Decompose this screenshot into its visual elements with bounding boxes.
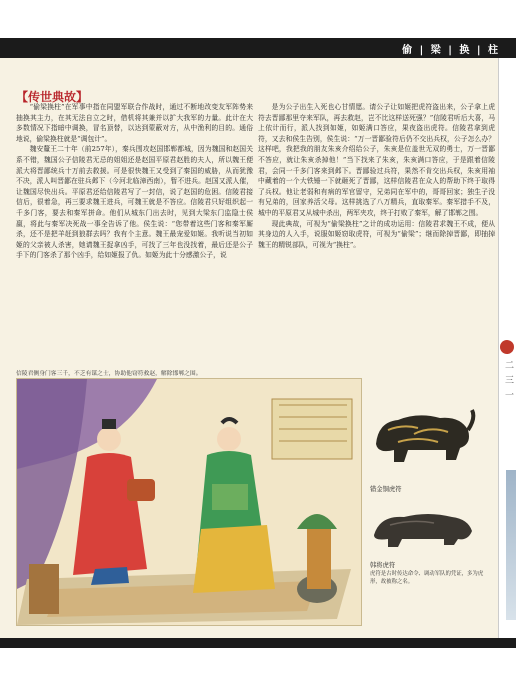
text-column-right xyxy=(258,102,495,250)
footer-bar xyxy=(0,638,516,648)
text-column-left xyxy=(16,102,253,261)
paragraph: 现此典故，可视为“偷梁换柱”之计的成功运用：信陵君求魏王不成，便从其身边的人入手，说服如姬窃取虎符，可视为“偷梁”；继而除掉晋鄙，即抽掉魏王的精锐部队，可视为“换柱”。 xyxy=(258,219,495,249)
paragraph: 是为公子出生入死也心甘情愿。请公子让如姬把虎符盗出来，公子拿上虎符去晋鄙那里夺来军队，再去救赵，岂不比这样送死强？”信陵君听后大喜，马上依计而行，派人找到如姬，如姬满口答应，果夜盗出虎符。信陵君拿到虎符，又去和侯生告别，侯生说：“万一晋鄙验符后仍不交出兵权，公子怎么办？这样吧，我把我的朋友朱亥介绍给公子，朱亥是位盖世无双的勇士，万一晋鄙不答应，就让朱亥杀掉他！”当下找来了朱亥，朱亥满口答应，于是跟着信陵君，会同一千多门客来到邺下。晋鄙验过兵符，果然不肯交出兵权，朱亥用袖中藏着的一个大铁锤一下就砸死了晋鄙，这样信陵君在众人的帮助下终于取得了兵权。他让老弱和有病的军官留守，兄弟同在军中的，哥哥回家；独生子没有兄弟的，回家养活父母。这样挑选了八万精兵，直取秦军。秦军措手不及，城中的平原君又从城中杀出，两军夹攻，终于打败了秦军，解了邯郸之围。 xyxy=(258,103,495,217)
figure-caption: 信陵君侧身门客三千，不乏有谋之士，协助他窃符救赵，解除邯郸之围。 xyxy=(16,371,202,377)
paragraph: 魏安釐王二十年（前257年），秦兵围攻赵国邯郸都城，因为魏国和赵国关系不错，魏国公子信陵君无忌的姐姐还是赵国平原君赵胜的夫人，所以魏王便派大将晋鄙统兵十万前去救援。可是很快魏王又受到了秦国的威胁，从而犹豫不决，派人叫晋鄙在驻兵邺下（今河北临漳西南），暂不进兵。赵国又派人催，让魏国尽快出兵。平原君还给信陵君写了一封信，说了赵国的危困。信陵君接信后，很着急，再三要求魏王进兵，可魏王就是不答应。信陵君只好组织起一千多门客，要去和秦军拼命。他们从城东门出去时，见到大梁东门监隐士侯嬴，将此与秦军决死战一事全告诉了他。侯生说：“您带着这些门客和秦军厮杀，还不是把羊赶到狼群去吗？我有个主意。魏王最宠爱如姬。我听说当初如姬的父亲被人杀害，她请魏王捉拿凶手，可找了三年也没找着，最后还是公子手下的门客杀了那个凶手，给如姬报了仇。如姬为此十分感激公子，说 xyxy=(16,145,253,260)
header-bar xyxy=(0,38,516,58)
tiger-tally-gold-inlaid-image xyxy=(368,404,478,466)
illustration-xinlingjun xyxy=(16,378,362,626)
artifact-name: 韩将虎符 xyxy=(370,562,396,569)
running-title: 偷 | 梁 | 换 | 柱 xyxy=(402,44,500,56)
top-margin xyxy=(0,0,516,38)
page-number: 二三一 xyxy=(503,360,513,405)
tiger-tally-han-image xyxy=(368,505,478,549)
section-title: 【传世典故】 xyxy=(16,90,89,104)
edge-tab xyxy=(506,470,516,620)
artifact-name: 错金铜虎符 xyxy=(370,486,402,493)
paragraph: “偷梁换柱”在军事中指在同盟军联合作战时，通过不断地改变友军阵势来抽换其主力，在其无法自立之时，借机将其兼并以扩大我军的力量。此计在大多数情况下指暗中调换，冒名顶替，以达到蒙蔽对方，从中渔利的目的。通俗地说，偷梁换柱就是“调包计”。 xyxy=(16,103,253,143)
ornament-icon xyxy=(500,340,514,354)
illustration-svg xyxy=(17,379,361,625)
artifact-description: 虎符是古时传达命令、调动军队的凭证，多为虎形，故被称之名。 xyxy=(370,571,484,585)
